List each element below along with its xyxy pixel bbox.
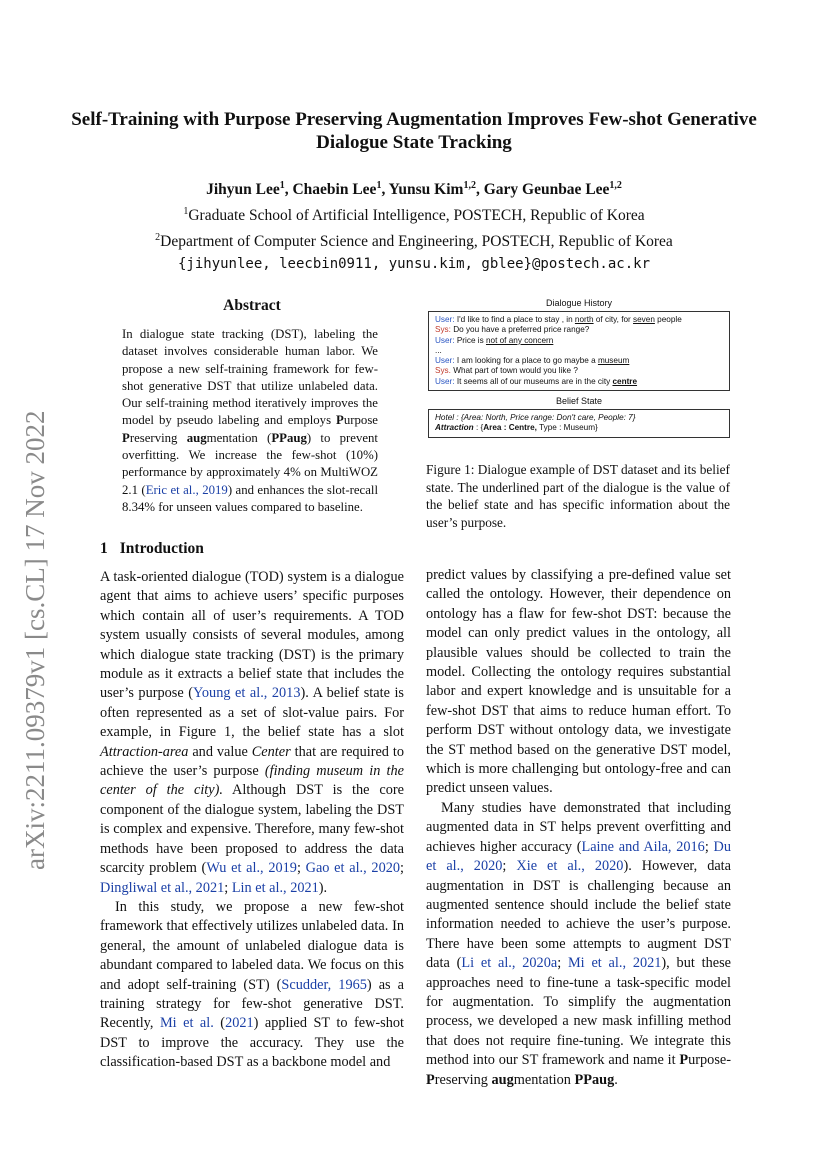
affiliation-mark: 1 bbox=[183, 206, 189, 218]
author-names: Jihyun Lee$^1$, Chaebin Lee$^1$, Yunsu Kim$^{1,2}$, Gary Geunbae Lee$^{1,2}$ bbox=[206, 180, 622, 199]
belief-row-attraction bbox=[435, 423, 723, 433]
figure-1 bbox=[428, 298, 730, 453]
abstract-fragment: ) to prevent overfitting. We increase the few-shot (10%) performance by approximately 4% on MultiWOZ 2.1 ( bbox=[122, 430, 378, 497]
abstract-bold: aug bbox=[186, 430, 207, 445]
author-emails[interactable]: {jihyunlee, leecbin0911, yunsu.kim, gblee}@postech.ac.kr bbox=[177, 256, 650, 273]
speaker-label: User: bbox=[435, 335, 455, 345]
belief-domain: Hotel bbox=[435, 413, 455, 423]
author-affiliation-mark: 1 bbox=[279, 180, 285, 191]
section-heading bbox=[100, 540, 204, 558]
abstract-heading: Abstract bbox=[223, 297, 281, 314]
author-affiliation-mark: 1 bbox=[376, 180, 382, 191]
utterance-text: ... bbox=[435, 345, 442, 355]
abstract-fragment: ) and enhances the slot-recall 8.34% for unseen values compared to baseline. bbox=[122, 482, 378, 514]
dialogue-line bbox=[435, 366, 723, 376]
dialogue-history-box bbox=[428, 311, 730, 391]
speaker-label: Sys: bbox=[435, 325, 451, 335]
citation-link[interactable]: Xie et al., 2020 bbox=[516, 858, 624, 875]
citation-link[interactable]: Dingliwal et al., 2021 bbox=[100, 879, 225, 896]
dialogue-line bbox=[435, 336, 723, 346]
utterance-text: Price is bbox=[454, 335, 486, 345]
abstract-fragment: urpose bbox=[343, 413, 378, 428]
dialogue-line bbox=[435, 346, 723, 356]
utterance-text: It seems all of our museums are in the city bbox=[454, 376, 613, 386]
author-name: Chaebin Lee bbox=[292, 181, 377, 199]
right-column-body bbox=[426, 566, 731, 1090]
dialogue-line bbox=[435, 377, 723, 387]
abstract-bold: P bbox=[336, 413, 344, 428]
section-number: 1 bbox=[100, 540, 108, 557]
citation-link[interactable]: 2021 bbox=[225, 1015, 254, 1032]
speaker-label: Sys. bbox=[435, 366, 451, 376]
citation-link[interactable]: Du et al., 2020 bbox=[426, 838, 732, 875]
belief-highlight: Area : Centre, bbox=[483, 423, 537, 433]
affiliation-2 bbox=[60, 227, 768, 253]
author-name: Gary Geunbae Lee bbox=[483, 181, 610, 199]
author-block bbox=[60, 175, 768, 275]
paper-title: Self-Training with Purpose Preserving Augmentation Improves Few-shot Generative Dialogue State Tracking bbox=[71, 109, 757, 153]
belief-values: : { bbox=[473, 423, 484, 433]
dialogue-history-heading: Dialogue History bbox=[545, 298, 613, 308]
dialogue-line bbox=[435, 315, 723, 325]
citation-link[interactable]: Mi et al. bbox=[159, 1015, 214, 1032]
citation-link[interactable]: Wu et al., 2019 bbox=[206, 860, 297, 877]
abstract-bold: P bbox=[122, 430, 130, 445]
paragraph: predict values by classifying a pre-defined value set called the ontology. However, their dependence on ontology has a flaw for few-shot DST: because the model can only predict values in the ontology, all plausible values should be collected to train the model. Collecting the ontology requires substantial labor and expert knowledge and is unsuitable for a few-shot DST that aims to reduce human effort. To perform DST without ontology data, we investigate the ST method based on the generative DST model, which is more challenging but ontology-free and can predict unseen values. bbox=[426, 567, 731, 797]
belief-values: Type : Museum} bbox=[536, 423, 598, 433]
affiliation-mark: 2 bbox=[155, 232, 161, 244]
abstract-bold: PPaug bbox=[271, 430, 307, 445]
abstract-text bbox=[122, 326, 378, 516]
paragraph: A task-oriented dialogue (TOD) system is a dialogue agent that aims to achieve users’ specific purposes which contain all of user’s requirements. A TOD system usually consists of several modules, among which dialogue state tracking (DST) is the primary module as it extracts a belief state that includes the user’s purpose (Young et al., 2013). A belief state is often represented as a set of slot-value pairs. For example, in Figure 1, the belief state has a slot Attraction-area and value Center that are required to achieve the user’s purpose (finding museum in the center of the city). Although DST is the core component of the dialogue system, labeling the DST is complex and expensive. Therefore, many few-shot methods have been proposed to address the data scarcity problem (Wu et al., 2019; Gao et al., 2020; Dingliwal et al., 2021; Lin et al., 2021). bbox=[100, 569, 404, 896]
citation-link[interactable]: Scudder, 1965 bbox=[281, 976, 367, 993]
belief-values: : {Area: North, Price range: Don't care, People: 7} bbox=[454, 413, 636, 423]
abstract-fragment: mentation ( bbox=[206, 430, 272, 445]
abstract-fragment: reserving bbox=[129, 430, 187, 445]
affiliation-text: Department of Computer Science and Engineering, POSTECH, Republic of Korea bbox=[160, 233, 673, 251]
belief-domain: Attraction bbox=[435, 423, 474, 433]
utterance-text: What part of town would you like ? bbox=[450, 366, 578, 376]
affiliation-1 bbox=[60, 201, 768, 227]
utterance-text: people bbox=[654, 315, 682, 324]
dialogue-line bbox=[435, 356, 723, 366]
author-affiliation-mark: 1,2 bbox=[463, 180, 476, 191]
section-title: Introduction bbox=[119, 540, 204, 557]
citation-link[interactable]: Gao et al., 2020 bbox=[305, 860, 401, 877]
underlined-value: north bbox=[574, 315, 594, 324]
figure-caption: Figure 1: Dialogue example of DST dataset and its belief state. The underlined part of the dialogue is the value of the belief state and has specific information about the user’s purpose. bbox=[426, 462, 730, 530]
citation-link[interactable]: Laine and Aila, 2016 bbox=[581, 838, 705, 855]
author-name: Jihyun Lee bbox=[206, 181, 280, 199]
utterance-text: I'd like to find a place to stay , in bbox=[454, 315, 575, 324]
underlined-value: centre bbox=[612, 376, 638, 386]
author-affiliation-mark: 1,2 bbox=[609, 180, 622, 191]
citation-link[interactable]: Eric et al., 2019 bbox=[145, 482, 228, 497]
citation-link[interactable]: Mi et al., 2021 bbox=[567, 955, 662, 972]
citation-link[interactable]: Young et al., 2013 bbox=[193, 685, 301, 702]
utterance-text: I am looking for a place to go maybe a bbox=[454, 356, 598, 366]
left-column-body bbox=[100, 568, 404, 1073]
citation-link[interactable]: Lin et al., 2021 bbox=[231, 879, 319, 896]
speaker-label: User: bbox=[435, 356, 455, 366]
affiliation-text: Graduate School of Artificial Intelligence, POSTECH, Republic of Korea bbox=[188, 207, 645, 225]
paragraph: In this study, we propose a new few-shot framework that effectively utilizes unlabeled data. In general, the amount of unlabeled dialogue data is abundant compared to labeled data. We focus on this and adopt self-training (ST) (Scudder, 1965) as a training strategy for few-shot generative DST. Recently, Mi et al. (2021) applied ST to few-shot DST to improve the accuracy. They use the classification-based DST as a backbone model and bbox=[100, 898, 404, 1071]
belief-state-heading: Belief State bbox=[555, 396, 603, 407]
paragraph: Many studies have demonstrated that including augmented data in ST helps prevent overfitting and achieves higher accuracy (Laine and Aila, 2016; Du et al., 2020; Xie et al., 2020). However, data augmentation in DST is challenging because an augmented sentence should include the belief state information needed to achieve the user’s purpose. There have been some attempts to augment DST data (Li et al., 2020a; Mi et al., 2021), but these approaches need to fine-tune a task-specific model for augmentation. To simplify the augmentation process, we developed a new mask infilling method that does not require fine-tuning. We integrate this method into our ST framework and name it Purpose-Preserving augmentation PPaug. bbox=[426, 799, 732, 1088]
underlined-value: not of any concern bbox=[485, 335, 554, 345]
arxiv-watermark: arXiv:2211.09379v1 [cs.CL] 17 Nov 2022 bbox=[20, 410, 50, 870]
author-name: Yunsu Kim bbox=[388, 181, 464, 199]
abstract-fragment: In dialogue state tracking (DST), labeling the dataset involves considerable human labor. We propose a new self-training framework for few-shot generative DST that utilize unlabeled data. Our self-training method iteratively improves the model by pseudo labeling and employs bbox=[122, 327, 378, 428]
underlined-value: museum bbox=[597, 356, 630, 366]
belief-row-hotel bbox=[435, 413, 723, 423]
speaker-label: User: bbox=[435, 376, 455, 386]
dialogue-line bbox=[435, 325, 723, 335]
underlined-value: seven bbox=[633, 315, 655, 324]
utterance-text: of city, for bbox=[593, 315, 634, 324]
utterance-text: Do you have a preferred price range? bbox=[450, 325, 590, 335]
belief-state-box bbox=[428, 409, 730, 438]
speaker-label: User: bbox=[435, 315, 455, 324]
citation-link[interactable]: Li et al., 2020a bbox=[461, 955, 558, 972]
